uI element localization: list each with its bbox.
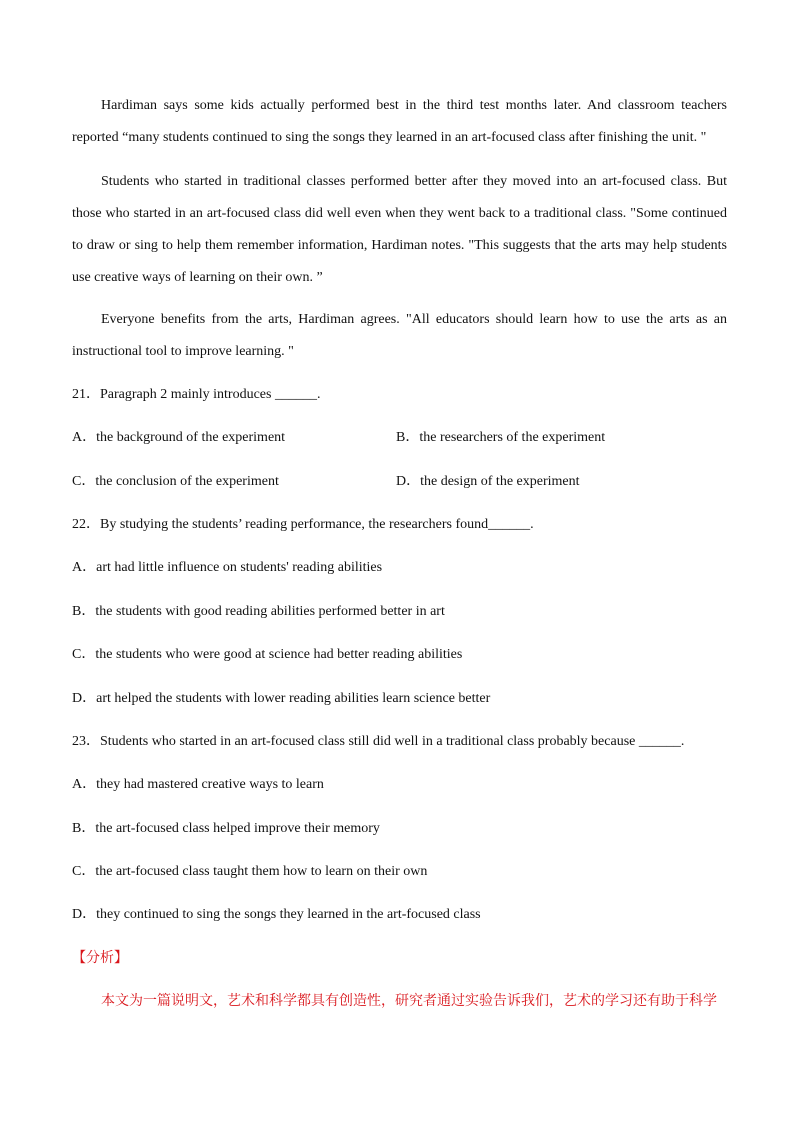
paragraph-3: Everyone benefits from the arts, Hardiman agrees. "All educators should learn how to use the arts as an instructional tool to improve learning. "	[72, 312, 727, 359]
question-22-option-d: D．art helped the students with lower reading abilities learn science better	[72, 691, 491, 706]
question-22-option-a: A．art had little influence on students' reading abilities	[72, 560, 383, 575]
analysis-text: 本文为一篇说明文，艺术和科学都具有创造性，研究者通过实验告诉我们，艺术的学习还有助于科学	[101, 993, 717, 1009]
question-23-option-a: A．they had mastered creative ways to learn	[72, 777, 324, 792]
paragraph-1: Hardiman says some kids actually performed best in the third test months later. And classroom teachers reported “many students continued to sing the songs they learned in an art-focused class after finishing the unit. "	[72, 98, 727, 145]
question-21-option-d: D．the design of the experiment	[396, 474, 580, 489]
question-23-stem: 23．Students who started in an art-focused class still did well in a traditional class probably because ______.	[72, 734, 685, 749]
question-21-option-a: A．the background of the experiment	[72, 430, 286, 445]
question-23-option-b: B．the art-focused class helped improve their memory	[72, 821, 380, 836]
question-22-stem: 22．By studying the students’ reading performance, the researchers found______.	[72, 517, 534, 532]
question-22-option-b: B．the students with good reading abilities performed better in art	[72, 604, 445, 619]
question-22-option-c: C．the students who were good at science had better reading abilities	[72, 647, 463, 662]
question-21-option-c: C．the conclusion of the experiment	[72, 474, 279, 489]
analysis-heading: 【分析】	[72, 950, 128, 966]
paragraph-2: Students who started in traditional classes performed better after they moved into an art-focused class. But those who started in an art-focused class did well even when they went back to a traditional class. "Some continued to draw or sing to help them remember information, Hardiman notes. "This suggests that the arts may help students use creative ways of learning on their own. ”	[72, 174, 727, 285]
question-23-option-c: C．the art-focused class taught them how to learn on their own	[72, 864, 428, 879]
question-21-stem: 21．Paragraph 2 mainly introduces ______.	[72, 387, 321, 402]
question-21-option-b: B．the researchers of the experiment	[396, 430, 606, 445]
question-23-option-d: D．they continued to sing the songs they learned in the art-focused class	[72, 907, 481, 922]
